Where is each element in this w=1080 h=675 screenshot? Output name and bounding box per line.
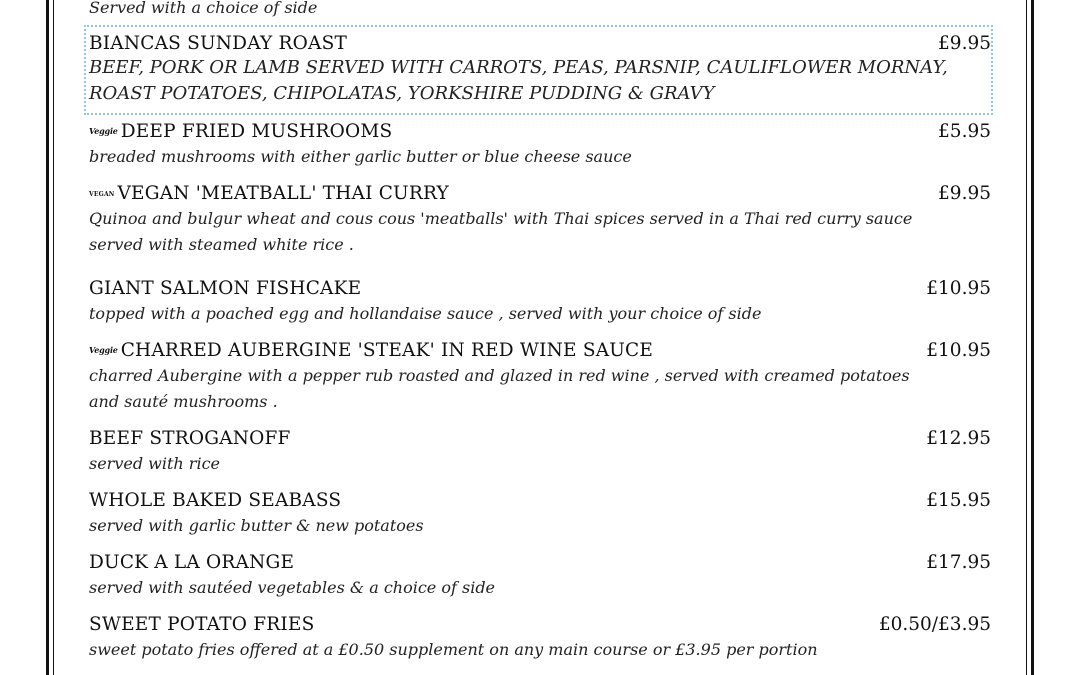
menu-item-deep-fried-mushrooms[interactable] [89,121,991,171]
item-name: GIANT SALMON FISHCAKE [89,278,362,299]
item-price: £5.95 [938,121,991,142]
item-name: BEEF STROGANOFF [89,428,291,449]
item-description: Quinoa and bulgur wheat and cous cous 'meatballs' with Thai spices served in a Thai red curry sauce served with steamed white rice . [89,209,913,254]
item-name: WHOLE BAKED SEABASS [89,490,342,511]
item-name: CHARRED AUBERGINE 'STEAK' IN RED WINE SAUCE [120,340,654,361]
item-price: £10.95 [926,278,991,299]
item-name-row [89,340,653,361]
item-description: breaded mushrooms with either garlic butter or blue cheese sauce [89,147,632,166]
item-name: DUCK A LA ORANGE [89,552,295,573]
item-price: £9.95 [938,33,991,54]
item-price: £9.95 [938,183,991,204]
item-description: BEEF, PORK OR LAMB SERVED WITH CARROTS, PEAS, PARSNIP, CAULIFLOWER MORNAY, ROAST POTATOES, CHIPOLATAS, YORKSHIRE PUDDING & GRAVY [89,57,948,104]
item-description: charred Aubergine with a pepper rub roasted and glazed in red wine , served with creamed potatoes and sauté mushrooms . [89,366,910,411]
menu-item-salmon-fishcake[interactable] [89,278,991,328]
item-price: £12.95 [926,428,991,449]
item-name: SWEET POTATO FRIES [89,614,315,635]
veggie-icon: Veggie [89,345,118,355]
item-description: topped with a poached egg and hollandaise sauce , served with your choice of side [89,304,762,323]
item-description: served with garlic butter & new potatoes [89,516,424,535]
veggie-icon: Veggie [89,126,118,136]
item-description: sweet potato fries offered at a £0.50 supplement on any main course or £3.95 per portion [89,640,818,659]
item-price: £17.95 [926,552,991,573]
previous-item-description: Served with a choice of side [89,0,318,17]
item-price: £15.95 [926,490,991,511]
item-name: VEGAN 'MEATBALL' THAI CURRY [117,183,449,204]
menu-item-aubergine-steak[interactable] [89,340,991,416]
item-price: £10.95 [926,340,991,361]
item-description: served with rice [89,454,220,473]
item-description: served with sautéed vegetables & a choice of side [89,578,496,597]
menu-item-vegan-meatball-curry[interactable] [89,183,991,259]
item-name-row [89,121,392,142]
vegan-icon: VEGAN [89,191,115,198]
menu-item-sweet-potato-fries[interactable] [89,614,991,664]
item-name-row [89,183,449,204]
menu-item-duck-a-la-orange[interactable] [89,552,991,602]
menu-item-whole-baked-seabass[interactable] [89,490,991,540]
menu-item-sunday-roast[interactable] [89,33,991,113]
item-name: DEEP FRIED MUSHROOMS [120,121,393,142]
menu-item-beef-stroganoff[interactable] [89,428,991,478]
item-price: £0.50/£3.95 [878,614,991,635]
item-name: BIANCAS SUNDAY ROAST [89,33,347,54]
